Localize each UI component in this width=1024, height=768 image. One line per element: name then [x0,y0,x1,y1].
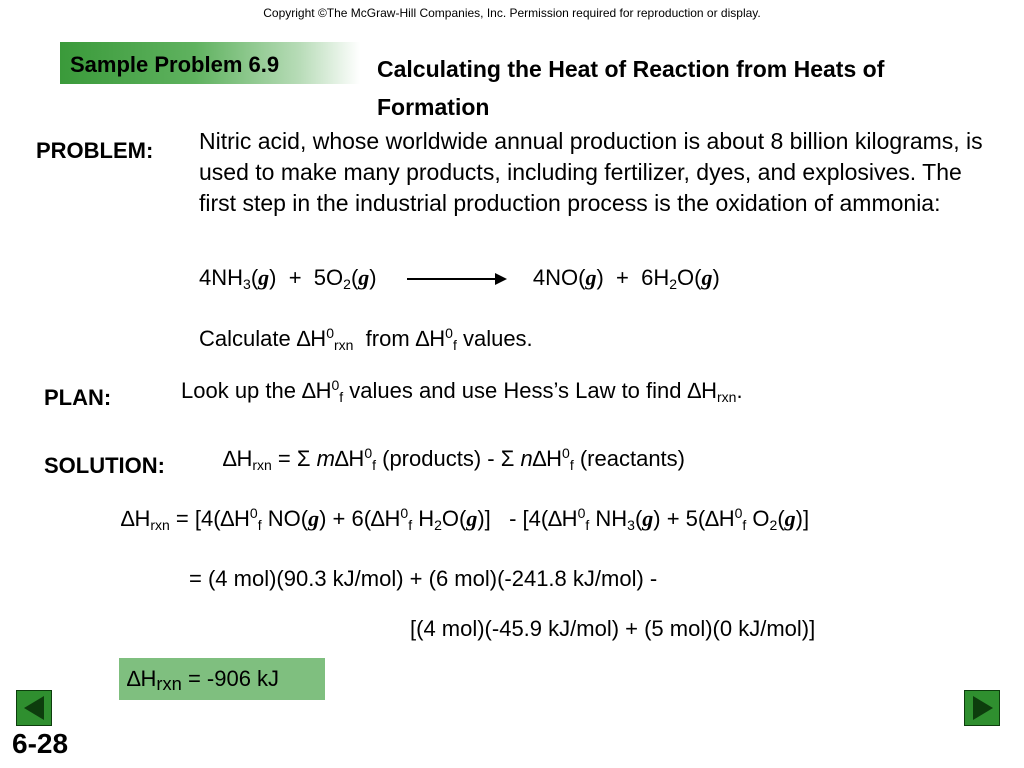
reactant-oxygen: $5O_2(g)$ [313,265,377,292]
calc-line-products: = (4 mol)(90.3 kJ/mol) + (6 mol)(-241.8 kJ/mol) - [189,566,658,591]
problem-text: Nitric acid, whose worldwide annual production is about 8 billion kilograms, is used to make many products, including fertilizer, dyes, and explosives. The first step in the industrial production process is the oxidation of ammonia: [199,128,983,216]
triangle-left-icon [24,696,44,720]
problem-label: PROBLEM: [36,138,154,163]
plan-label: PLAN: [44,385,112,410]
enthalpy-expansion: $\Delta H_{rxn} = [4(\Delta H^0_f$ $NO(g) + 6(\Delta H^0_f$ $H_2O(g)] - [4(\Delta H^0_f$ $NH_3(g) + 5(\Delta H^0_f$ $O_2(g)$] [121,505,810,533]
product-no: 4NO(g) [532,265,604,290]
calculate-instruction: Calculate $\Delta H^0_{rxn}$ from $\Delta H^0_f$ values. [199,325,533,353]
hess-law-formula: $\Delta H_{rxn} = \Sigma$ $m\Delta H^0_f$ (products) - Σ $n\Delta H^0_f$ (reactants) [223,445,685,473]
sample-problem-label: Sample Problem 6.9 [70,52,280,77]
slide-title: Calculating the Heat of Reaction from Heats of Formation [377,56,885,120]
reactant-ammonia: $4NH_3(g)$ [199,265,277,292]
copyright-notice: Copyright ©The McGraw-Hill Companies, Inc. Permission required for reproduction or display. [263,6,761,20]
plan-text: Look up the $\Delta H^0_f$ values and use Hess’s Law to find $\Delta H_{rxn}$. [181,377,743,405]
triangle-right-icon [973,696,993,720]
previous-slide-button[interactable] [16,690,52,726]
solution-label: SOLUTION: [44,453,165,478]
slide-number: 6-28 [12,728,69,759]
reaction-arrow-icon [407,278,505,280]
product-water: $6H_2O(g)$ [641,265,720,292]
reaction-equation: $4NH_3(g) + 5O_2(g) 4NO(g) + 6H_2O(g)$ [199,265,720,292]
calc-line-reactants: [(4 mol)(-45.9 kJ/mol) + (5 mol)(0 kJ/mol)] [410,616,816,641]
answer-text: $\Delta H_{rxn} = -906$ kJ [127,666,280,694]
next-slide-button[interactable] [964,690,1000,726]
